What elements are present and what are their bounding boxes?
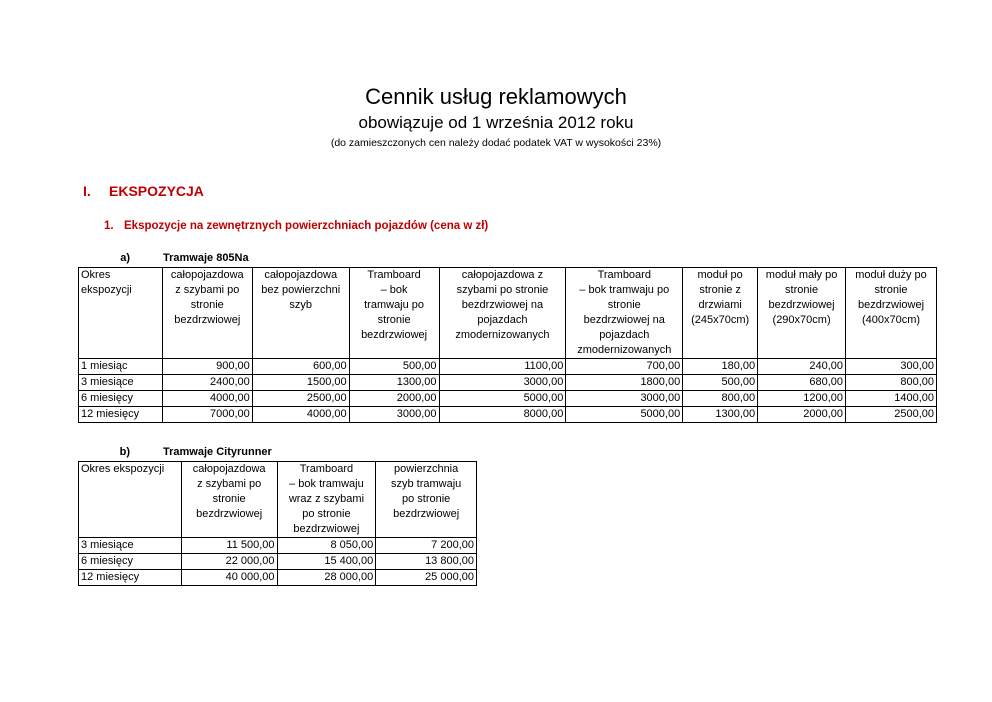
- price-cell: 8 050,00: [277, 538, 376, 554]
- table-row: [79, 570, 477, 586]
- header-line: zmodernizowanych: [577, 344, 672, 356]
- table-b-name: Tramwaje Cityrunner: [163, 446, 272, 458]
- header-line: szyb tramwaju: [391, 478, 462, 490]
- header-line: (290x70cm): [772, 314, 831, 326]
- price-cell: 600,00: [252, 359, 349, 375]
- subsection-title: Ekspozycje na zewnętrznych powierzchniach pojazdów (cena w zł): [124, 220, 489, 232]
- table-b-header-cell: [277, 462, 376, 538]
- header-line: bezdrzwiowej: [858, 299, 925, 311]
- header-line: Tramboard: [597, 269, 651, 281]
- table-row: [79, 391, 937, 407]
- price-cell: 800,00: [846, 375, 937, 391]
- header-line: (400x70cm): [861, 314, 921, 326]
- period-cell: 3 miesiące: [79, 538, 182, 554]
- header-line: bezdrzwiowej: [393, 508, 460, 520]
- table-b-header-cell: [181, 462, 277, 538]
- header-line: bez powierzchni: [261, 284, 341, 296]
- vat-note: (do zamieszczonych cen należy dodać podatek VAT w wysokości 23%): [330, 137, 662, 149]
- header-line: – bok: [380, 284, 408, 296]
- header-line: moduł po: [697, 269, 743, 281]
- header-line: po stronie: [302, 508, 351, 520]
- price-cell: 2000,00: [758, 407, 846, 423]
- subsection-heading: [104, 220, 488, 232]
- header-line: pojazdach: [477, 314, 528, 326]
- header-line: stronie: [785, 284, 819, 296]
- price-cell: 3000,00: [349, 407, 439, 423]
- header-line: Okres: [81, 269, 111, 281]
- table-a-header-cell: [439, 268, 566, 359]
- price-cell: 3000,00: [566, 391, 683, 407]
- period-cell: 12 miesięcy: [79, 570, 182, 586]
- price-cell: 1100,00: [439, 359, 566, 375]
- header-line: bezdrzwiowej: [196, 508, 263, 520]
- price-cell: 22 000,00: [181, 554, 277, 570]
- price-cell: 1400,00: [846, 391, 937, 407]
- price-cell: 5000,00: [439, 391, 566, 407]
- period-cell: 12 miesięcy: [79, 407, 163, 423]
- price-cell: 1800,00: [566, 375, 683, 391]
- price-cell: 2000,00: [349, 391, 439, 407]
- header-line: ekspozycji: [81, 284, 132, 296]
- header-line: stronie: [874, 284, 908, 296]
- period-cell: 1 miesiąc: [79, 359, 163, 375]
- header-line: (245x70cm): [691, 314, 750, 326]
- header-line: bezdrzwiowej: [174, 314, 241, 326]
- price-cell: 800,00: [683, 391, 758, 407]
- header-line: stronie: [377, 314, 411, 326]
- table-b-label: [102, 446, 272, 458]
- header-line: bezdrzwiowej: [293, 523, 360, 535]
- price-cell: 3000,00: [439, 375, 566, 391]
- price-cell: 28 000,00: [277, 570, 376, 586]
- table-row: [79, 375, 937, 391]
- header-line: szyb: [289, 299, 313, 311]
- header-line: stronie: [212, 493, 246, 505]
- price-cell: 8000,00: [439, 407, 566, 423]
- price-cell: 1500,00: [252, 375, 349, 391]
- table-b-header-cell: [79, 462, 182, 538]
- subsection-number: 1.: [104, 220, 114, 232]
- header-line: bezdrzwiowej: [361, 329, 428, 341]
- table-a-header-cell: [252, 268, 349, 359]
- table-row: [79, 554, 477, 570]
- header-line: po stronie: [401, 493, 451, 505]
- header-line: całopojazdowa z: [461, 269, 544, 281]
- table-a-header-cell: [566, 268, 683, 359]
- page-subtitle: obowiązuje od 1 września 2012 roku: [358, 113, 634, 132]
- table-a-label: [102, 252, 249, 264]
- table-b-header-cell: [376, 462, 477, 538]
- section-heading: [83, 183, 204, 199]
- header-line: bezdrzwiowej na: [461, 299, 544, 311]
- price-cell: 180,00: [683, 359, 758, 375]
- price-cell: 1200,00: [758, 391, 846, 407]
- price-cell: 2500,00: [252, 391, 349, 407]
- header-line: całopojazdowa: [192, 463, 266, 475]
- price-cell: 2400,00: [162, 375, 252, 391]
- price-cell: 2500,00: [846, 407, 937, 423]
- price-cell: 4000,00: [252, 407, 349, 423]
- price-cell: 4000,00: [162, 391, 252, 407]
- header-line: z szybami po: [175, 284, 240, 296]
- price-cell: 11 500,00: [181, 538, 277, 554]
- price-cell: 300,00: [846, 359, 937, 375]
- table-b-letter: b): [119, 446, 130, 458]
- price-cell: 900,00: [162, 359, 252, 375]
- header-line: bezdrzwiowej: [768, 299, 835, 311]
- table-tramwaje-cityrunner: [78, 461, 477, 586]
- price-cell: 500,00: [683, 375, 758, 391]
- table-a-name: Tramwaje 805Na: [163, 252, 249, 264]
- table-a-header-cell: [349, 268, 439, 359]
- price-cell: 40 000,00: [181, 570, 277, 586]
- table-a-header-cell: [162, 268, 252, 359]
- price-cell: 500,00: [349, 359, 439, 375]
- header-line: Tramboard: [367, 269, 421, 281]
- header-line: z szybami po: [197, 478, 262, 490]
- header-line: pojazdach: [599, 329, 650, 341]
- period-cell: 6 miesięcy: [79, 554, 182, 570]
- header-line: drzwiami: [698, 299, 742, 311]
- header-line: stronie: [190, 299, 224, 311]
- page-title: Cennik usług reklamowych: [365, 84, 627, 109]
- price-cell: 1300,00: [683, 407, 758, 423]
- table-b-header-row: [79, 462, 477, 538]
- header-line: – bok tramwaju po: [579, 284, 670, 296]
- table-a-header-cell: [683, 268, 758, 359]
- header-line: Tramboard: [299, 463, 354, 475]
- section-title: EKSPOZYCJA: [109, 183, 204, 199]
- table-tramwaje-805na: [78, 267, 937, 423]
- table-a-header-cell: [79, 268, 163, 359]
- header-line: stronie: [607, 299, 641, 311]
- table-a-letter: a): [120, 252, 130, 264]
- price-cell: 25 000,00: [376, 570, 477, 586]
- price-cell: 680,00: [758, 375, 846, 391]
- header-line: bezdrzwiowej na: [583, 314, 665, 326]
- header-line: tramwaju po: [364, 299, 425, 311]
- price-cell: 1300,00: [349, 375, 439, 391]
- table-row: [79, 538, 477, 554]
- price-cell: 7 200,00: [376, 538, 477, 554]
- header-line: moduł duży po: [855, 269, 927, 281]
- period-cell: 6 miesięcy: [79, 391, 163, 407]
- price-cell: 15 400,00: [277, 554, 376, 570]
- header-line: wraz z szybami: [288, 493, 365, 505]
- header-line: szybami po stronie: [456, 284, 549, 296]
- price-cell: 240,00: [758, 359, 846, 375]
- header-line: całopojazdowa: [170, 269, 244, 281]
- price-cell: 700,00: [566, 359, 683, 375]
- table-a-header-row: [79, 268, 937, 359]
- period-cell: 3 miesiące: [79, 375, 163, 391]
- header-line: zmodernizowanych: [455, 329, 550, 341]
- header-line: Okres ekspozycji: [81, 463, 165, 475]
- table-a-header-cell: [846, 268, 937, 359]
- price-cell: 5000,00: [566, 407, 683, 423]
- header-line: moduł mały po: [765, 269, 838, 281]
- table-a-header-cell: [758, 268, 846, 359]
- table-row: [79, 407, 937, 423]
- price-cell: 7000,00: [162, 407, 252, 423]
- table-row: [79, 359, 937, 375]
- section-number: I.: [83, 183, 91, 199]
- header-line: stronie z: [699, 284, 741, 296]
- header-line: powierzchnia: [394, 463, 459, 475]
- price-cell: 13 800,00: [376, 554, 477, 570]
- header-line: całopojazdowa: [264, 269, 338, 281]
- header-line: – bok tramwaju: [289, 478, 364, 490]
